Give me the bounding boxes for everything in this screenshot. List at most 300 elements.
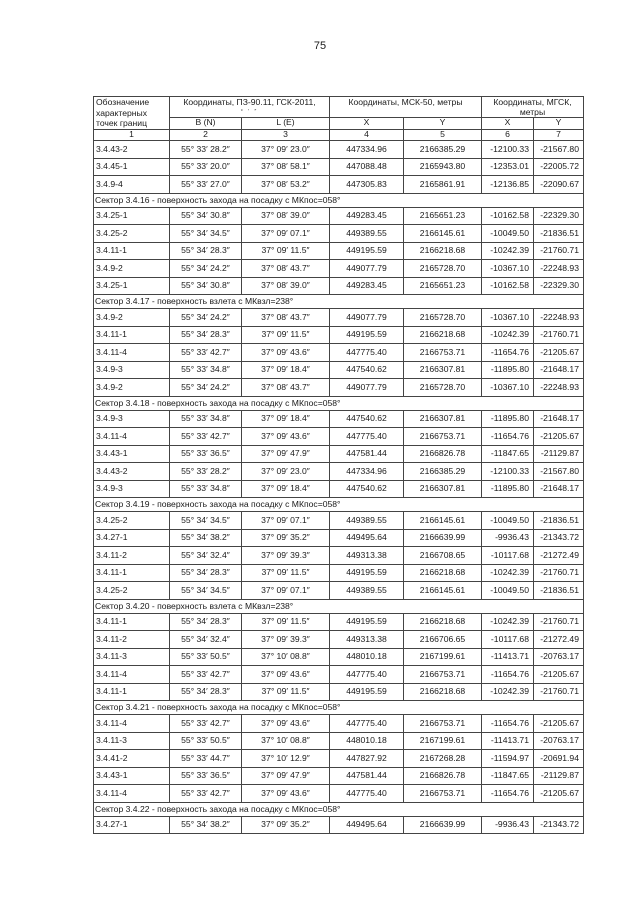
msk-x-cell: 449389.55 — [330, 512, 404, 530]
mgsk-y-cell: -21836.51 — [534, 582, 584, 600]
point-cell: 3.4.41-2 — [94, 750, 170, 768]
mgsk-y-cell: -21760.71 — [534, 326, 584, 344]
table-row — [94, 445, 584, 463]
mgsk-y-cell: -22005.72 — [534, 158, 584, 176]
longitude-cell: 37° 08′ 43.7″ — [242, 309, 330, 327]
table-row — [94, 344, 584, 362]
mgsk-x-cell: -12353.01 — [482, 158, 534, 176]
point-cell: 3.4.25-1 — [94, 207, 170, 225]
point-cell: 3.4.25-2 — [94, 512, 170, 530]
header-point-designation: Обозначение характерных точек границ — [94, 97, 170, 130]
mgsk-x-cell: -10242.39 — [482, 683, 534, 701]
mgsk-x-cell: -10242.39 — [482, 613, 534, 631]
longitude-cell: 37° 10′ 08.8″ — [242, 648, 330, 666]
msk-x-cell: 449077.79 — [330, 260, 404, 278]
point-cell: 3.4.43-1 — [94, 445, 170, 463]
point-cell: 3.4.11-2 — [94, 547, 170, 565]
sector-row — [94, 193, 584, 207]
mgsk-y-cell: -21836.51 — [534, 512, 584, 530]
header-b: B (N) — [170, 118, 242, 130]
table-row — [94, 564, 584, 582]
sector-title: Сектор 3.4.17 - поверхность взлета с МКвзл=238° — [94, 295, 584, 309]
latitude-cell: 55° 33′ 42.7″ — [170, 344, 242, 362]
msk-y-cell: 2166218.68 — [404, 242, 482, 260]
mgsk-x-cell: -10117.68 — [482, 631, 534, 649]
sector-row — [94, 802, 584, 816]
latitude-cell: 55° 33′ 42.7″ — [170, 666, 242, 684]
longitude-cell: 37° 08′ 39.0″ — [242, 207, 330, 225]
table-row — [94, 613, 584, 631]
msk-y-cell: 2165861.91 — [404, 176, 482, 194]
table-row — [94, 529, 584, 547]
msk-y-cell: 2166307.81 — [404, 361, 482, 379]
header-group-pz90-units: ° ′ ″ — [240, 109, 259, 115]
longitude-cell: 37° 08′ 58.1″ — [242, 158, 330, 176]
longitude-cell: 37° 08′ 39.0″ — [242, 277, 330, 295]
point-cell: 3.4.43-2 — [94, 141, 170, 159]
table-row — [94, 225, 584, 243]
mgsk-x-cell: -12136.85 — [482, 176, 534, 194]
mgsk-x-cell: -11895.80 — [482, 410, 534, 428]
mgsk-y-cell: -21129.87 — [534, 445, 584, 463]
longitude-cell: 37° 09′ 18.4″ — [242, 361, 330, 379]
latitude-cell: 55° 34′ 38.2″ — [170, 529, 242, 547]
sector-title: Сектор 3.4.16 - поверхность захода на посадку с МКпос=058° — [94, 193, 584, 207]
sector-title: Сектор 3.4.20 - поверхность взлета с МКвзл=238° — [94, 599, 584, 613]
mgsk-y-cell: -21648.17 — [534, 480, 584, 498]
sector-title: Сектор 3.4.22 - поверхность захода на посадку с МКпос=058° — [94, 802, 584, 816]
point-cell: 3.4.11-4 — [94, 666, 170, 684]
msk-y-cell: 2165728.70 — [404, 260, 482, 278]
header-l: L (E) — [242, 118, 330, 130]
sector-row — [94, 396, 584, 410]
latitude-cell: 55° 34′ 32.4″ — [170, 547, 242, 565]
point-cell: 3.4.9-3 — [94, 361, 170, 379]
header-group-mgsk: Координаты, МГСК, метры — [482, 97, 584, 118]
point-cell: 3.4.11-3 — [94, 648, 170, 666]
longitude-cell: 37° 09′ 18.4″ — [242, 410, 330, 428]
header-num-3: 3 — [242, 130, 330, 141]
point-cell: 3.4.25-2 — [94, 225, 170, 243]
table-row — [94, 480, 584, 498]
msk-x-cell: 449195.59 — [330, 326, 404, 344]
mgsk-y-cell: -21205.67 — [534, 344, 584, 362]
point-cell: 3.4.11-4 — [94, 428, 170, 446]
latitude-cell: 55° 33′ 50.5″ — [170, 648, 242, 666]
longitude-cell: 37° 09′ 43.6″ — [242, 785, 330, 803]
mgsk-y-cell: -21272.49 — [534, 547, 584, 565]
msk-y-cell: 2166385.29 — [404, 463, 482, 481]
msk-y-cell: 2166639.99 — [404, 529, 482, 547]
mgsk-x-cell: -10049.50 — [482, 512, 534, 530]
table-row — [94, 512, 584, 530]
mgsk-x-cell: -9936.43 — [482, 816, 534, 834]
header-x-msk: X — [330, 118, 404, 130]
msk-x-cell: 448010.18 — [330, 648, 404, 666]
msk-y-cell: 2166145.61 — [404, 225, 482, 243]
point-cell: 3.4.9-2 — [94, 260, 170, 278]
latitude-cell: 55° 34′ 24.2″ — [170, 309, 242, 327]
sector-title: Сектор 3.4.21 - поверхность захода на посадку с МКпос=058° — [94, 701, 584, 715]
table-row — [94, 309, 584, 327]
msk-y-cell: 2166753.71 — [404, 428, 482, 446]
mgsk-y-cell: -21760.71 — [534, 613, 584, 631]
table-row — [94, 715, 584, 733]
msk-y-cell: 2166145.61 — [404, 582, 482, 600]
mgsk-y-cell: -21567.80 — [534, 463, 584, 481]
longitude-cell: 37° 09′ 39.3″ — [242, 547, 330, 565]
mgsk-x-cell: -11654.76 — [482, 715, 534, 733]
mgsk-x-cell: -9936.43 — [482, 529, 534, 547]
mgsk-x-cell: -11594.97 — [482, 750, 534, 768]
mgsk-x-cell: -10162.58 — [482, 207, 534, 225]
mgsk-x-cell: -11413.71 — [482, 648, 534, 666]
latitude-cell: 55° 33′ 34.8″ — [170, 361, 242, 379]
mgsk-x-cell: -11654.76 — [482, 428, 534, 446]
point-cell: 3.4.11-1 — [94, 242, 170, 260]
latitude-cell: 55° 34′ 30.8″ — [170, 207, 242, 225]
mgsk-x-cell: -12100.33 — [482, 463, 534, 481]
table-row — [94, 463, 584, 481]
page-number: 75 — [313, 40, 327, 52]
latitude-cell: 55° 33′ 34.8″ — [170, 480, 242, 498]
table-row — [94, 750, 584, 768]
msk-y-cell: 2166218.68 — [404, 613, 482, 631]
mgsk-x-cell: -11847.65 — [482, 445, 534, 463]
msk-y-cell: 2166826.78 — [404, 767, 482, 785]
msk-y-cell: 2166385.29 — [404, 141, 482, 159]
msk-y-cell: 2167199.61 — [404, 648, 482, 666]
mgsk-y-cell: -21760.71 — [534, 683, 584, 701]
msk-y-cell: 2165651.23 — [404, 277, 482, 295]
mgsk-x-cell: -10117.68 — [482, 547, 534, 565]
latitude-cell: 55° 33′ 44.7″ — [170, 750, 242, 768]
longitude-cell: 37° 09′ 35.2″ — [242, 529, 330, 547]
point-cell: 3.4.11-1 — [94, 564, 170, 582]
latitude-cell: 55° 34′ 28.3″ — [170, 564, 242, 582]
msk-x-cell: 449195.59 — [330, 683, 404, 701]
sector-row — [94, 295, 584, 309]
mgsk-x-cell: -11654.76 — [482, 666, 534, 684]
header-y-mgsk: Y — [534, 118, 584, 130]
longitude-cell: 37° 10′ 08.8″ — [242, 732, 330, 750]
point-cell: 3.4.25-1 — [94, 277, 170, 295]
latitude-cell: 55° 34′ 28.3″ — [170, 683, 242, 701]
msk-y-cell: 2167199.61 — [404, 732, 482, 750]
table-row — [94, 379, 584, 397]
latitude-cell: 55° 33′ 34.8″ — [170, 410, 242, 428]
mgsk-x-cell: -10242.39 — [482, 564, 534, 582]
mgsk-y-cell: -21205.67 — [534, 715, 584, 733]
msk-x-cell: 449495.64 — [330, 816, 404, 834]
latitude-cell: 55° 34′ 28.3″ — [170, 613, 242, 631]
point-cell: 3.4.11-4 — [94, 785, 170, 803]
msk-y-cell: 2165728.70 — [404, 379, 482, 397]
point-cell: 3.4.11-1 — [94, 613, 170, 631]
msk-x-cell: 447827.92 — [330, 750, 404, 768]
msk-x-cell: 447581.44 — [330, 767, 404, 785]
longitude-cell: 37° 09′ 43.6″ — [242, 666, 330, 684]
msk-x-cell: 449389.55 — [330, 582, 404, 600]
latitude-cell: 55° 33′ 28.2″ — [170, 141, 242, 159]
msk-y-cell: 2165651.23 — [404, 207, 482, 225]
mgsk-y-cell: -21648.17 — [534, 361, 584, 379]
msk-y-cell: 2166753.71 — [404, 715, 482, 733]
header-num-1: 1 — [94, 130, 170, 141]
header-num-5: 5 — [404, 130, 482, 141]
msk-y-cell: 2166145.61 — [404, 512, 482, 530]
latitude-cell: 55° 33′ 42.7″ — [170, 715, 242, 733]
mgsk-x-cell: -10049.50 — [482, 225, 534, 243]
table-row — [94, 242, 584, 260]
mgsk-y-cell: -21567.80 — [534, 141, 584, 159]
msk-y-cell: 2165943.80 — [404, 158, 482, 176]
mgsk-x-cell: -11654.76 — [482, 785, 534, 803]
mgsk-y-cell: -22329.30 — [534, 277, 584, 295]
longitude-cell: 37° 09′ 07.1″ — [242, 225, 330, 243]
longitude-cell: 37° 09′ 11.5″ — [242, 683, 330, 701]
latitude-cell: 55° 33′ 50.5″ — [170, 732, 242, 750]
msk-y-cell: 2166307.81 — [404, 480, 482, 498]
msk-x-cell: 447305.83 — [330, 176, 404, 194]
table-row — [94, 141, 584, 159]
mgsk-x-cell: -10162.58 — [482, 277, 534, 295]
mgsk-y-cell: -22248.93 — [534, 379, 584, 397]
point-cell: 3.4.9-4 — [94, 176, 170, 194]
msk-x-cell: 449195.59 — [330, 564, 404, 582]
point-cell: 3.4.43-1 — [94, 767, 170, 785]
longitude-cell: 37° 09′ 07.1″ — [242, 512, 330, 530]
msk-y-cell: 2167268.28 — [404, 750, 482, 768]
table-row — [94, 732, 584, 750]
msk-x-cell: 447540.62 — [330, 361, 404, 379]
mgsk-x-cell: -10367.10 — [482, 379, 534, 397]
mgsk-y-cell: -22329.30 — [534, 207, 584, 225]
mgsk-y-cell: -21760.71 — [534, 242, 584, 260]
longitude-cell: 37° 09′ 47.9″ — [242, 767, 330, 785]
msk-x-cell: 449313.38 — [330, 547, 404, 565]
msk-y-cell: 2165728.70 — [404, 309, 482, 327]
latitude-cell: 55° 33′ 28.2″ — [170, 463, 242, 481]
latitude-cell: 55° 33′ 42.7″ — [170, 785, 242, 803]
point-cell: 3.4.27-1 — [94, 529, 170, 547]
msk-y-cell: 2166218.68 — [404, 683, 482, 701]
table-row — [94, 207, 584, 225]
latitude-cell: 55° 34′ 28.3″ — [170, 242, 242, 260]
latitude-cell: 55° 33′ 20.0″ — [170, 158, 242, 176]
mgsk-x-cell: -11413.71 — [482, 732, 534, 750]
mgsk-x-cell: -10242.39 — [482, 242, 534, 260]
mgsk-x-cell: -11654.76 — [482, 344, 534, 362]
msk-x-cell: 447775.40 — [330, 666, 404, 684]
msk-x-cell: 449283.45 — [330, 277, 404, 295]
table-row — [94, 683, 584, 701]
mgsk-y-cell: -21205.67 — [534, 666, 584, 684]
mgsk-x-cell: -10049.50 — [482, 582, 534, 600]
sector-row — [94, 498, 584, 512]
mgsk-y-cell: -22090.67 — [534, 176, 584, 194]
msk-x-cell: 449077.79 — [330, 309, 404, 327]
mgsk-y-cell: -21760.71 — [534, 564, 584, 582]
mgsk-y-cell: -21343.72 — [534, 816, 584, 834]
msk-x-cell: 449495.64 — [330, 529, 404, 547]
point-cell: 3.4.9-2 — [94, 309, 170, 327]
header-x-mgsk: X — [482, 118, 534, 130]
table-row — [94, 158, 584, 176]
msk-x-cell: 449389.55 — [330, 225, 404, 243]
longitude-cell: 37° 08′ 43.7″ — [242, 260, 330, 278]
msk-y-cell: 2166218.68 — [404, 326, 482, 344]
mgsk-y-cell: -20691.94 — [534, 750, 584, 768]
mgsk-x-cell: -11847.65 — [482, 767, 534, 785]
msk-y-cell: 2166218.68 — [404, 564, 482, 582]
longitude-cell: 37° 08′ 43.7″ — [242, 379, 330, 397]
point-cell: 3.4.11-1 — [94, 683, 170, 701]
longitude-cell: 37° 09′ 47.9″ — [242, 445, 330, 463]
mgsk-x-cell: -12100.33 — [482, 141, 534, 159]
longitude-cell: 37° 09′ 35.2″ — [242, 816, 330, 834]
longitude-cell: 37° 08′ 53.2″ — [242, 176, 330, 194]
point-cell: 3.4.9-3 — [94, 480, 170, 498]
table-row — [94, 547, 584, 565]
latitude-cell: 55° 34′ 34.5″ — [170, 582, 242, 600]
latitude-cell: 55° 34′ 24.2″ — [170, 379, 242, 397]
header-num-7: 7 — [534, 130, 584, 141]
msk-x-cell: 447581.44 — [330, 445, 404, 463]
latitude-cell: 55° 34′ 30.8″ — [170, 277, 242, 295]
longitude-cell: 37° 09′ 39.3″ — [242, 631, 330, 649]
point-cell: 3.4.43-2 — [94, 463, 170, 481]
point-cell: 3.4.11-1 — [94, 326, 170, 344]
msk-y-cell: 2166307.81 — [404, 410, 482, 428]
longitude-cell: 37° 09′ 43.6″ — [242, 344, 330, 362]
msk-y-cell: 2166706.65 — [404, 631, 482, 649]
longitude-cell: 37° 09′ 43.6″ — [242, 428, 330, 446]
point-cell: 3.4.11-4 — [94, 344, 170, 362]
mgsk-y-cell: -22248.93 — [534, 309, 584, 327]
msk-x-cell: 447540.62 — [330, 480, 404, 498]
msk-x-cell: 448010.18 — [330, 732, 404, 750]
msk-x-cell: 447775.40 — [330, 428, 404, 446]
latitude-cell: 55° 34′ 38.2″ — [170, 816, 242, 834]
point-cell: 3.4.11-4 — [94, 715, 170, 733]
msk-x-cell: 447334.96 — [330, 463, 404, 481]
table-row — [94, 176, 584, 194]
point-cell: 3.4.9-3 — [94, 410, 170, 428]
latitude-cell: 55° 33′ 42.7″ — [170, 428, 242, 446]
mgsk-x-cell: -11895.80 — [482, 361, 534, 379]
mgsk-y-cell: -21836.51 — [534, 225, 584, 243]
table-row — [94, 767, 584, 785]
longitude-cell: 37° 09′ 23.0″ — [242, 463, 330, 481]
header-group-pz90 — [170, 97, 330, 118]
header-num-4: 4 — [330, 130, 404, 141]
latitude-cell: 55° 34′ 34.5″ — [170, 225, 242, 243]
table-body — [94, 141, 584, 834]
longitude-cell: 37° 09′ 11.5″ — [242, 613, 330, 631]
header-group-pz90-title: Координаты, ПЗ-90.11, ГСК-2011, — [183, 97, 316, 107]
sector-row — [94, 701, 584, 715]
msk-x-cell: 447540.62 — [330, 410, 404, 428]
point-cell: 3.4.11-2 — [94, 631, 170, 649]
table-header — [94, 97, 584, 141]
point-cell: 3.4.45-1 — [94, 158, 170, 176]
sector-title: Сектор 3.4.19 - поверхность захода на посадку с МКпос=058° — [94, 498, 584, 512]
mgsk-y-cell: -21205.67 — [534, 785, 584, 803]
msk-y-cell: 2166826.78 — [404, 445, 482, 463]
msk-x-cell: 447775.40 — [330, 785, 404, 803]
longitude-cell: 37° 09′ 11.5″ — [242, 326, 330, 344]
msk-x-cell: 447775.40 — [330, 715, 404, 733]
msk-x-cell: 447334.96 — [330, 141, 404, 159]
header-num-6: 6 — [482, 130, 534, 141]
msk-x-cell: 449195.59 — [330, 613, 404, 631]
mgsk-x-cell: -10242.39 — [482, 326, 534, 344]
latitude-cell: 55° 33′ 36.5″ — [170, 767, 242, 785]
table-row — [94, 361, 584, 379]
msk-y-cell: 2166753.71 — [404, 344, 482, 362]
table-row — [94, 410, 584, 428]
longitude-cell: 37° 10′ 12.9″ — [242, 750, 330, 768]
msk-x-cell: 447775.40 — [330, 344, 404, 362]
latitude-cell: 55° 34′ 32.4″ — [170, 631, 242, 649]
latitude-cell: 55° 33′ 27.0″ — [170, 176, 242, 194]
msk-y-cell: 2166639.99 — [404, 816, 482, 834]
header-group-msk50: Координаты, МСК-50, метры — [330, 97, 482, 118]
latitude-cell: 55° 34′ 24.2″ — [170, 260, 242, 278]
table-row — [94, 631, 584, 649]
msk-x-cell: 449077.79 — [330, 379, 404, 397]
mgsk-y-cell: -21272.49 — [534, 631, 584, 649]
sector-row — [94, 599, 584, 613]
mgsk-y-cell: -21129.87 — [534, 767, 584, 785]
point-cell: 3.4.9-2 — [94, 379, 170, 397]
msk-y-cell: 2166753.71 — [404, 785, 482, 803]
mgsk-x-cell: -10367.10 — [482, 260, 534, 278]
longitude-cell: 37° 09′ 07.1″ — [242, 582, 330, 600]
table-row — [94, 582, 584, 600]
table-row — [94, 785, 584, 803]
mgsk-y-cell: -21205.67 — [534, 428, 584, 446]
msk-y-cell: 2166708.65 — [404, 547, 482, 565]
msk-x-cell: 449283.45 — [330, 207, 404, 225]
longitude-cell: 37° 09′ 43.6″ — [242, 715, 330, 733]
table-row — [94, 260, 584, 278]
point-cell: 3.4.27-1 — [94, 816, 170, 834]
table-row — [94, 326, 584, 344]
table-row — [94, 666, 584, 684]
longitude-cell: 37° 09′ 11.5″ — [242, 564, 330, 582]
mgsk-y-cell: -21648.17 — [534, 410, 584, 428]
table-row — [94, 648, 584, 666]
header-y-msk: Y — [404, 118, 482, 130]
point-cell: 3.4.11-3 — [94, 732, 170, 750]
point-cell: 3.4.25-2 — [94, 582, 170, 600]
mgsk-x-cell: -11895.80 — [482, 480, 534, 498]
msk-x-cell: 447088.48 — [330, 158, 404, 176]
msk-x-cell: 449195.59 — [330, 242, 404, 260]
latitude-cell: 55° 33′ 36.5″ — [170, 445, 242, 463]
table-row — [94, 816, 584, 834]
table-row — [94, 277, 584, 295]
mgsk-y-cell: -22248.93 — [534, 260, 584, 278]
latitude-cell: 55° 34′ 28.3″ — [170, 326, 242, 344]
msk-x-cell: 449313.38 — [330, 631, 404, 649]
msk-y-cell: 2166753.71 — [404, 666, 482, 684]
header-num-2: 2 — [170, 130, 242, 141]
longitude-cell: 37° 09′ 11.5″ — [242, 242, 330, 260]
mgsk-y-cell: -20763.17 — [534, 732, 584, 750]
